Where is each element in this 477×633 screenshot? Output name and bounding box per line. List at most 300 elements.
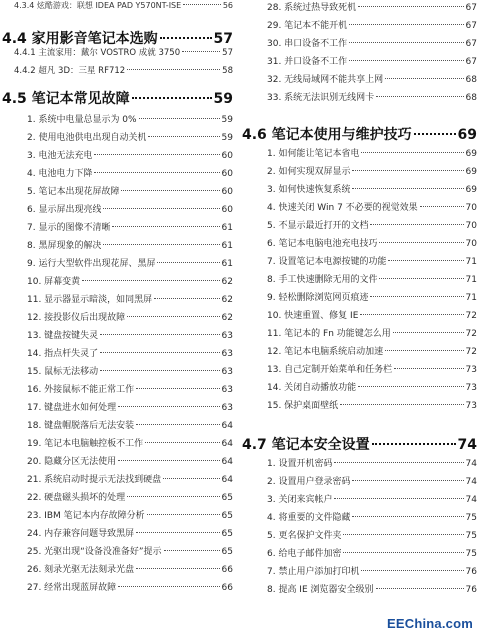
toc-line (240, 236, 477, 254)
toc-entry (240, 564, 477, 582)
toc-line (0, 526, 233, 544)
page-number: 70 (465, 221, 477, 231)
toc-line (0, 256, 233, 274)
toc-line (240, 380, 477, 398)
toc-entry (240, 362, 477, 380)
toc-line (240, 36, 477, 54)
toc-line (0, 562, 233, 580)
dot-leader (370, 224, 463, 225)
dot-leader (100, 370, 219, 371)
page-number: 73 (465, 401, 477, 411)
page-number: 69 (457, 127, 477, 143)
entry-title: 8. 提高 IE 浏览器安全级别 (267, 585, 374, 595)
toc-entry (240, 200, 477, 218)
toc-line (0, 328, 233, 346)
toc-line (240, 72, 477, 90)
entry-title: 15. 鼠标无法移动 (27, 367, 99, 377)
page-number: 71 (465, 257, 477, 267)
section-title: 4.6 笔记本使用与维护技巧 (242, 127, 412, 143)
toc-entry (0, 184, 233, 202)
section-heading (240, 124, 477, 146)
toc-entry (0, 418, 233, 436)
entry-title: 4. 电池电力下降 (27, 169, 93, 179)
toc-entry (0, 112, 233, 130)
dot-leader (136, 532, 219, 533)
toc-entry (0, 562, 233, 580)
toc-line (240, 434, 477, 456)
page-number: 64 (221, 439, 233, 449)
dot-leader (132, 97, 212, 99)
toc-entry (0, 490, 233, 508)
toc-line (0, 184, 233, 202)
toc-line (0, 112, 233, 130)
dot-leader (376, 588, 464, 589)
toc-entry (0, 526, 233, 544)
page-number: 60 (221, 187, 233, 197)
toc-entry (0, 382, 233, 400)
toc-line (240, 326, 477, 344)
entry-title: 13. 自己定制开始菜单和任务栏 (267, 365, 393, 375)
dot-leader (379, 242, 463, 243)
toc-line (0, 418, 233, 436)
dot-leader (103, 244, 219, 245)
entry-title: 32. 无线局域网不能共享上网 (267, 75, 384, 85)
page-number: 69 (465, 185, 477, 195)
toc-entry (240, 510, 477, 528)
toc-entry (240, 18, 477, 36)
toc-line (0, 64, 233, 82)
toc-line (240, 362, 477, 380)
entry-title: 4.4.1 主流家用：戴尔 VOSTRO 成就 3750 (14, 48, 181, 58)
entry-title: 17. 键盘进水如何处理 (27, 403, 117, 413)
toc-entry (240, 36, 477, 54)
dot-leader (358, 386, 463, 387)
toc-entry (0, 148, 233, 166)
toc-line (0, 46, 233, 64)
toc-line (240, 398, 477, 416)
page-number: 67 (465, 21, 477, 31)
page-number: 67 (465, 57, 477, 67)
entry-title: 20. 隐藏分区无法使用 (27, 457, 117, 467)
section-title: 4.5 笔记本常见故障 (2, 91, 130, 107)
dot-leader (118, 586, 219, 587)
page-number: 69 (465, 167, 477, 177)
dot-leader (127, 496, 219, 497)
dot-leader (361, 152, 463, 153)
dot-leader (127, 69, 220, 70)
toc-entry (240, 218, 477, 236)
dot-leader (163, 478, 219, 479)
toc-line (0, 508, 233, 526)
toc-line (0, 346, 233, 364)
page-number: 65 (221, 529, 233, 539)
entry-title: 25. 光驱出现“设备没准备好”提示 (27, 547, 162, 557)
page-number: 62 (221, 313, 233, 323)
page-number: 75 (465, 549, 477, 559)
page-number: 75 (465, 513, 477, 523)
dot-leader (127, 316, 219, 317)
toc-entry (240, 90, 477, 108)
page-number: 64 (221, 421, 233, 431)
page-number: 74 (465, 459, 477, 469)
page-number: 65 (221, 493, 233, 503)
toc-entry (0, 364, 233, 382)
page-number: 66 (221, 565, 233, 575)
toc-line (0, 238, 233, 256)
toc-entry (240, 492, 477, 510)
entry-title: 28. 系统过热导致死机 (267, 3, 357, 13)
entry-title: 16. 外接鼠标不能正常工作 (27, 385, 135, 395)
toc-entry (240, 456, 477, 474)
section-title: 4.7 笔记本安全设置 (242, 437, 370, 453)
dot-leader (385, 78, 463, 79)
page-number: 59 (213, 91, 233, 107)
toc-line (240, 528, 477, 546)
page-number: 63 (221, 349, 233, 359)
entry-title: 8. 手工快速删除无用的文件 (267, 275, 378, 285)
toc-entry (0, 454, 233, 472)
toc-entry (240, 308, 477, 326)
toc-entry (240, 54, 477, 72)
dot-leader (94, 172, 219, 173)
entry-title: 2. 如何实现双屏显示 (267, 167, 351, 177)
page-number: 63 (221, 367, 233, 377)
toc-entry (240, 546, 477, 564)
watermark-logo: EEChina.com (387, 616, 473, 631)
toc-line (240, 344, 477, 362)
toc-line (240, 546, 477, 564)
entry-title: 3. 电池无法充电 (27, 151, 93, 161)
dot-leader (154, 298, 219, 299)
dot-leader (82, 280, 219, 281)
page-number: 67 (465, 3, 477, 13)
toc-entry (0, 0, 233, 18)
toc-line (0, 220, 233, 238)
entry-title: 3. 关闭来宾帐户 (267, 495, 333, 505)
toc-line (240, 54, 477, 72)
toc-entry (0, 400, 233, 418)
dot-leader (121, 190, 219, 191)
toc-entry (0, 46, 233, 64)
dot-leader (394, 368, 463, 369)
toc-entry (240, 398, 477, 416)
dot-leader (147, 514, 220, 515)
dot-leader (352, 516, 463, 517)
page-number: 56 (222, 1, 233, 10)
entry-title: 7. 显示的图像不清晰 (27, 223, 111, 233)
toc-line (240, 254, 477, 272)
toc-entry (240, 182, 477, 200)
toc-line (0, 166, 233, 184)
entry-title: 2. 设置用户登录密码 (267, 477, 351, 487)
dot-leader (145, 442, 219, 443)
dot-leader (414, 133, 456, 135)
entry-title: 12. 笔记本电脑系统启动加速 (267, 347, 384, 357)
dot-leader (343, 552, 463, 553)
toc-entry (0, 274, 233, 292)
section-heading (240, 434, 477, 456)
dot-leader (349, 60, 463, 61)
toc-line (240, 308, 477, 326)
toc-entry (240, 72, 477, 90)
entry-title: 12. 接投影仪后出现故障 (27, 313, 126, 323)
entry-title: 21. 系统启动时提示无法找到硬盘 (27, 475, 162, 485)
page-number: 72 (465, 311, 477, 321)
toc-line (240, 272, 477, 290)
dot-leader (100, 334, 219, 335)
entry-title: 1. 设置开机密码 (267, 459, 333, 469)
entry-title: 7. 设置笔记本电源按键的功能 (267, 257, 387, 267)
toc-line (0, 202, 233, 220)
entry-title: 14. 指点杆失灵了 (27, 349, 99, 359)
toc-line (0, 88, 233, 110)
toc-entry (240, 254, 477, 272)
page-number: 67 (465, 39, 477, 49)
toc-line (0, 454, 233, 472)
toc-entry (0, 436, 233, 454)
toc-entry (0, 166, 233, 184)
toc-line (240, 492, 477, 510)
toc-line (0, 436, 233, 454)
page-number: 63 (221, 331, 233, 341)
page-number: 75 (465, 531, 477, 541)
toc-line (0, 472, 233, 490)
entry-title: 24. 内存兼容问题导致黑屏 (27, 529, 135, 539)
toc-entry (0, 202, 233, 220)
entry-title: 6. 笔记本电脑电池充电技巧 (267, 239, 378, 249)
toc-entry (0, 508, 233, 526)
entry-title: 13. 键盘按键失灵 (27, 331, 99, 341)
toc-entry (0, 292, 233, 310)
dot-leader (385, 350, 463, 351)
toc-line (240, 164, 477, 182)
toc-entry (240, 290, 477, 308)
toc-entry (240, 164, 477, 182)
toc-entry (240, 146, 477, 164)
dot-leader (388, 260, 463, 261)
dot-leader (349, 24, 463, 25)
entry-title: 5. 笔记本出现花屏故障 (27, 187, 120, 197)
toc-line (0, 400, 233, 418)
dot-leader (340, 404, 463, 405)
toc-entry (240, 528, 477, 546)
page-number: 73 (465, 383, 477, 393)
entry-title: 22. 硬盘磁头损坏的处理 (27, 493, 126, 503)
entry-title: 5. 不显示最近打开的文档 (267, 221, 369, 231)
entry-title: 30. 串口设备不工作 (267, 39, 348, 49)
page-number: 74 (465, 495, 477, 505)
dot-leader (379, 278, 463, 279)
toc-entry (0, 64, 233, 82)
entry-title: 4. 快速关闭 Win 7 不必要的视觉效果 (267, 203, 418, 213)
page-number: 61 (221, 241, 233, 251)
page-number: 58 (222, 66, 233, 76)
page-number: 65 (221, 547, 233, 557)
section-title: 4.4 家用影音笔记本选购 (2, 31, 158, 47)
page-number: 68 (465, 75, 477, 85)
toc-line (240, 582, 477, 600)
toc-entry (240, 380, 477, 398)
dot-leader (349, 42, 463, 43)
toc-line (240, 124, 477, 146)
entry-title: 14. 关闭自动播放功能 (267, 383, 357, 393)
page-number: 76 (465, 585, 477, 595)
entry-title: 1. 如何能让笔记本省电 (267, 149, 360, 159)
entry-title: 10. 快速重置、修复 IE (267, 311, 359, 321)
toc-entry (0, 220, 233, 238)
entry-title: 33. 系统无法识别无线网卡 (267, 93, 375, 103)
dot-leader (352, 480, 463, 481)
entry-title: 19. 笔记本电脑触控板不工作 (27, 439, 144, 449)
toc-entry (240, 236, 477, 254)
entry-title: 31. 并口设备不工作 (267, 57, 348, 67)
toc-line (0, 274, 233, 292)
entry-title: 9. 轻松删除浏览网页痕迹 (267, 293, 369, 303)
dot-leader (360, 314, 463, 315)
page-number: 70 (465, 203, 477, 213)
toc-line (240, 182, 477, 200)
toc-entry (240, 0, 477, 18)
toc-entry (0, 580, 233, 598)
toc-entry (0, 256, 233, 274)
toc-line (240, 218, 477, 236)
dot-leader (118, 406, 219, 407)
entry-title: 11. 笔记本的 Fn 功能键怎么用 (267, 329, 391, 339)
toc-line (240, 146, 477, 164)
dot-leader (164, 550, 220, 551)
page-number: 64 (221, 457, 233, 467)
toc-line (240, 474, 477, 492)
toc-line (240, 456, 477, 474)
dot-leader (334, 498, 463, 499)
toc-entry (240, 326, 477, 344)
toc-entry (0, 544, 233, 562)
dot-leader (334, 462, 463, 463)
dot-leader (136, 568, 219, 569)
toc-line (0, 130, 233, 148)
entry-title: 29. 笔记本不能开机 (267, 21, 348, 31)
entry-title: 15. 保护桌面壁纸 (267, 401, 339, 411)
dot-leader (393, 332, 464, 333)
page-number: 68 (465, 93, 477, 103)
dot-leader (148, 136, 219, 137)
entry-title: 6. 显示屏出现亮线 (27, 205, 102, 215)
page-number: 64 (221, 475, 233, 485)
dot-leader (160, 37, 212, 39)
dot-leader (139, 118, 220, 119)
toc-line (0, 0, 233, 18)
toc-line (0, 310, 233, 328)
toc-line (240, 200, 477, 218)
toc-entry (0, 472, 233, 490)
entry-title: 6. 给电子邮件加密 (267, 549, 342, 559)
toc-entry (240, 272, 477, 290)
dot-leader (112, 226, 219, 227)
page-number: 60 (221, 205, 233, 215)
dot-leader (183, 4, 221, 5)
dot-leader (361, 570, 463, 571)
page-number: 72 (465, 329, 477, 339)
page-number: 72 (465, 347, 477, 357)
entry-title: 8. 黑屏现象的解决 (27, 241, 102, 251)
dot-leader (370, 296, 463, 297)
dot-leader (343, 534, 463, 535)
toc-entry (240, 474, 477, 492)
page-number: 62 (221, 277, 233, 287)
dot-leader (94, 154, 219, 155)
toc-entry (0, 346, 233, 364)
page-number: 74 (465, 477, 477, 487)
page-number: 59 (221, 133, 233, 143)
toc-entry (240, 582, 477, 600)
entry-title: 3. 如何快速恢复系统 (267, 185, 351, 195)
dot-leader (352, 170, 463, 171)
toc-line (240, 510, 477, 528)
dot-leader (118, 460, 219, 461)
dot-leader (352, 188, 463, 189)
toc-line (240, 564, 477, 582)
entry-title: 2. 使用电池供电出现自动关机 (27, 133, 147, 143)
page-number: 70 (465, 239, 477, 249)
entry-title: 9. 运行大型软件出现花屏、黑屏 (27, 259, 156, 269)
page-number: 61 (221, 259, 233, 269)
dot-leader (372, 443, 456, 445)
toc-line (0, 490, 233, 508)
page-number: 76 (465, 567, 477, 577)
page-number: 60 (221, 169, 233, 179)
page-number: 65 (221, 511, 233, 521)
dot-leader (420, 206, 464, 207)
entry-title: 26. 刻录光驱无法刻录光盘 (27, 565, 135, 575)
toc-line (0, 364, 233, 382)
page-number: 69 (465, 149, 477, 159)
dot-leader (100, 352, 219, 353)
page-number: 66 (221, 583, 233, 593)
toc-line (0, 382, 233, 400)
entry-title: 1. 系统中电量总显示为 0% (27, 115, 137, 125)
entry-title: 4.3.4 炫酷游戏：联想 IDEA PAD Y570NT-ISE (14, 1, 182, 10)
toc-line (240, 18, 477, 36)
page-number: 63 (221, 403, 233, 413)
entry-title: 7. 禁止用户添加打印机 (267, 567, 360, 577)
page-number: 71 (465, 275, 477, 285)
page-number: 57 (222, 48, 233, 58)
toc-line (0, 544, 233, 562)
entry-title: 4.4.2 超凡 3D：三星 RF712 (14, 66, 126, 76)
page-number: 74 (457, 437, 477, 453)
toc-entry (240, 344, 477, 362)
toc-line (240, 90, 477, 108)
page-number: 62 (221, 295, 233, 305)
dot-leader (136, 424, 219, 425)
toc-line (0, 580, 233, 598)
entry-title: 27. 经常出现蓝屏故障 (27, 583, 117, 593)
entry-title: 10. 屏幕变黄 (27, 277, 81, 287)
entry-title: 18. 键盘帽脱落后无法安装 (27, 421, 135, 431)
toc-line (0, 292, 233, 310)
page-number: 57 (213, 31, 233, 47)
toc-entry (0, 328, 233, 346)
page-number: 60 (221, 151, 233, 161)
page-number: 73 (465, 365, 477, 375)
dot-leader (358, 6, 463, 7)
dot-leader (103, 208, 219, 209)
dot-leader (136, 388, 219, 389)
section-heading (0, 88, 233, 110)
page-number: 61 (221, 223, 233, 233)
toc-entry (0, 238, 233, 256)
page-number: 71 (465, 293, 477, 303)
